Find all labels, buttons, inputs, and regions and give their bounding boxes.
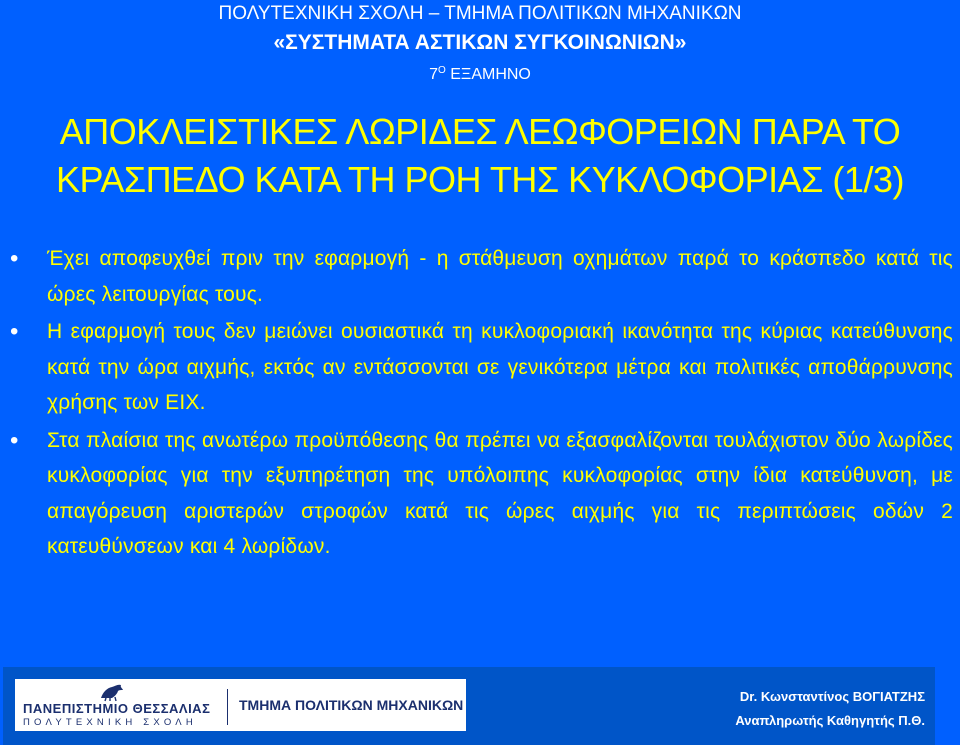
logo-divider — [227, 689, 228, 725]
bullet-dot-icon: • — [10, 245, 19, 272]
semester-word: ΕΞΑΜΗΝΟ — [450, 66, 531, 83]
bullet-item — [0, 241, 960, 312]
university-logo — [15, 679, 466, 731]
logo-university-name: ΠΑΝΕΠΙΣΤΗΜΙΟ ΘΕΣΣΑΛΙΑΣ — [23, 701, 211, 716]
author-title: Αναπληρωτής Καθηγητής Π.Θ. — [735, 713, 925, 728]
author-block — [735, 685, 925, 733]
header-course: «ΣΥΣΤΗΜΑΤΑ ΑΣΤΙΚΩΝ ΣΥΓΚΟΙΝΩΝΙΩΝ» — [273, 31, 687, 54]
footer-bar — [3, 667, 935, 745]
bullet-text: Στα πλαίσια της ανωτέρω προϋπόθεσης θα πρέπει να εξασφαλίζονται τουλάχιστον δύο λωρίδες κυκλοφορίας για την εξυπηρέτηση της υπόλοιπης κυκλοφορίας στην ίδια κατεύθυνση, με απαγόρευση αριστερών στροφών κατά τις ώρες αιχμής για τις περιπτώσεις οδών 2 κατευθύνσεων και 4 λωρίδων. — [47, 428, 953, 558]
slide-title-line1: ΑΠΟΚΛΕΙΣΤΙΚΕΣ ΛΩΡΙΔΕΣ ΛΕΩΦΟΡΕΙΩΝ ΠΑΡΑ ΤΟ — [59, 111, 901, 152]
logo-school-name: ΠΟΛΥΤΕΧΝΙΚΗ ΣΧΟΛΗ — [23, 717, 197, 728]
bullet-text: Η εφαρμογή τους δεν μειώνει ουσιαστικά τη κυκλοφοριακή ικανότητα της κύριας κατεύθυνσης κατά την ώρα αιχμής, εκτός αν εντάσσονται σε γενικότερα μέτρα και πολιτικές αποθάρρυνσης χρήσης των ΕΙΧ. — [47, 320, 953, 414]
bullet-dot-icon: • — [10, 426, 19, 454]
header-semester — [0, 61, 960, 85]
author-name: Dr. Κωνσταντίνος ΒΟΓΙΑΤΖΗΣ — [739, 689, 925, 704]
horse-emblem-icon — [97, 682, 127, 702]
slide-title — [0, 108, 960, 204]
semester-number: 7 — [429, 66, 439, 83]
logo-department-name: ΤΜΗΜΑ ΠΟΛΙΤΙΚΩΝ ΜΗΧΑΝΙΚΩΝ — [239, 697, 464, 713]
header-faculty: ΠΟΛΥΤΕΧΝΙΚΗ ΣΧΟΛΗ – ΤΜΗΜΑ ΠΟΛΙΤΙΚΩΝ ΜΗΧΑΝΙΚΩΝ — [218, 3, 742, 24]
bullet-list — [0, 241, 960, 567]
bullet-item — [0, 423, 960, 565]
semester-superscript: Ο — [438, 65, 446, 76]
bullet-item — [0, 314, 960, 421]
bullet-text: Έχει αποφευχθεί πριν την εφαρμογή - η στάθμευση οχημάτων παρά το κράσπεδο κατά τις ώρες λειτουργίας τους. — [47, 247, 953, 306]
slide-title-line2: ΚΡΑΣΠΕΔΟ ΚΑΤΑ ΤΗ ΡΟΗ ΤΗΣ ΚΥΚΛΟΦΟΡΙΑΣ (1/3) — [56, 159, 904, 200]
bullet-dot-icon: • — [10, 318, 19, 345]
